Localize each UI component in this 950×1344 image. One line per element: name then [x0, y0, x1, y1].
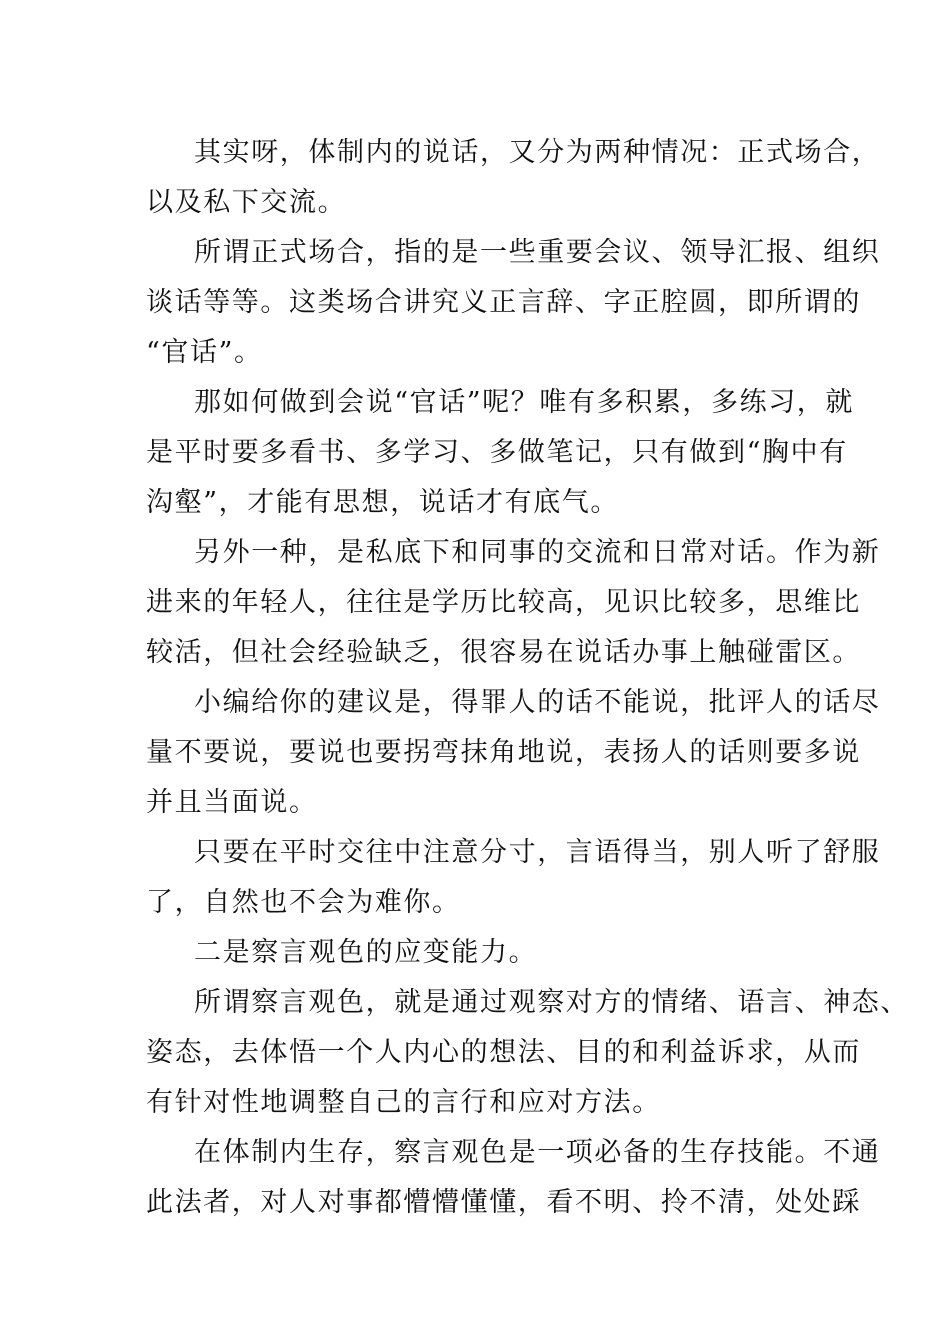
text-line: “官话”。: [146, 337, 263, 368]
text-line: 姿态，去体悟一个人内心的想法、目的和利益诉求，从而: [146, 1037, 861, 1068]
text-line: 量不要说，要说也要拐弯抹角地说，表扬人的话则要多说: [146, 737, 861, 768]
text-line: 是平时要多看书、多学习、多做笔记，只有做到“胸中有: [146, 437, 848, 468]
text-line: 所谓察言观色，就是通过观察对方的情绪、语言、神态、: [194, 987, 909, 1018]
text-line: 以及私下交流。: [146, 187, 347, 218]
paragraph-2: [146, 228, 881, 378]
text-line: 所谓正式场合，指的是一些重要会议、领导汇报、组织: [194, 237, 881, 268]
text-line: 那如何做到会说“官话”呢？唯有多积累，多练习，就: [194, 387, 855, 418]
text-line: 了，自然也不会为难你。: [146, 887, 461, 918]
text-line: 在体制内生存，察言观色是一项必备的生存技能。不通: [194, 1137, 881, 1168]
text-line: 只要在平时交往中注意分寸，言语得当，别人听了舒服: [194, 837, 881, 868]
text-line: 此法者，对人对事都懵懵懂懂，看不明、拎不清，处处踩: [146, 1187, 861, 1218]
body-text: [146, 128, 909, 1228]
text-line: 小编给你的建议是，得罪人的话不能说，批评人的话尽: [194, 687, 881, 718]
paragraph-4: [146, 528, 881, 678]
text-line: 进来的年轻人，往往是学历比较高，见识比较多，思维比: [146, 587, 861, 618]
text-line: 并且当面说。: [146, 787, 318, 818]
paragraph-6: [146, 828, 881, 928]
paragraph-9: [146, 1128, 881, 1228]
text-line: 沟壑”，才能有思想，说话才有底气。: [146, 487, 620, 518]
paragraph-1: [146, 128, 881, 228]
paragraph-8: [146, 978, 909, 1128]
text-line: 有针对性地调整自己的言行和应对方法。: [146, 1087, 661, 1118]
text-line: 谈话等等。这类场合讲究义正言辞、字正腔圆，即所谓的: [146, 287, 861, 318]
paragraph-5: [146, 678, 881, 828]
text-line: 较活，但社会经验缺乏，很容易在说话办事上触碰雷区。: [146, 637, 861, 668]
text-line: 另外一种，是私底下和同事的交流和日常对话。作为新: [194, 537, 881, 568]
text-line: 其实呀，体制内的说话，又分为两种情况：正式场合，: [194, 137, 881, 168]
paragraph-3: [146, 378, 855, 528]
text-line: 二是察言观色的应变能力。: [194, 937, 538, 968]
paragraph-7: [146, 928, 836, 978]
